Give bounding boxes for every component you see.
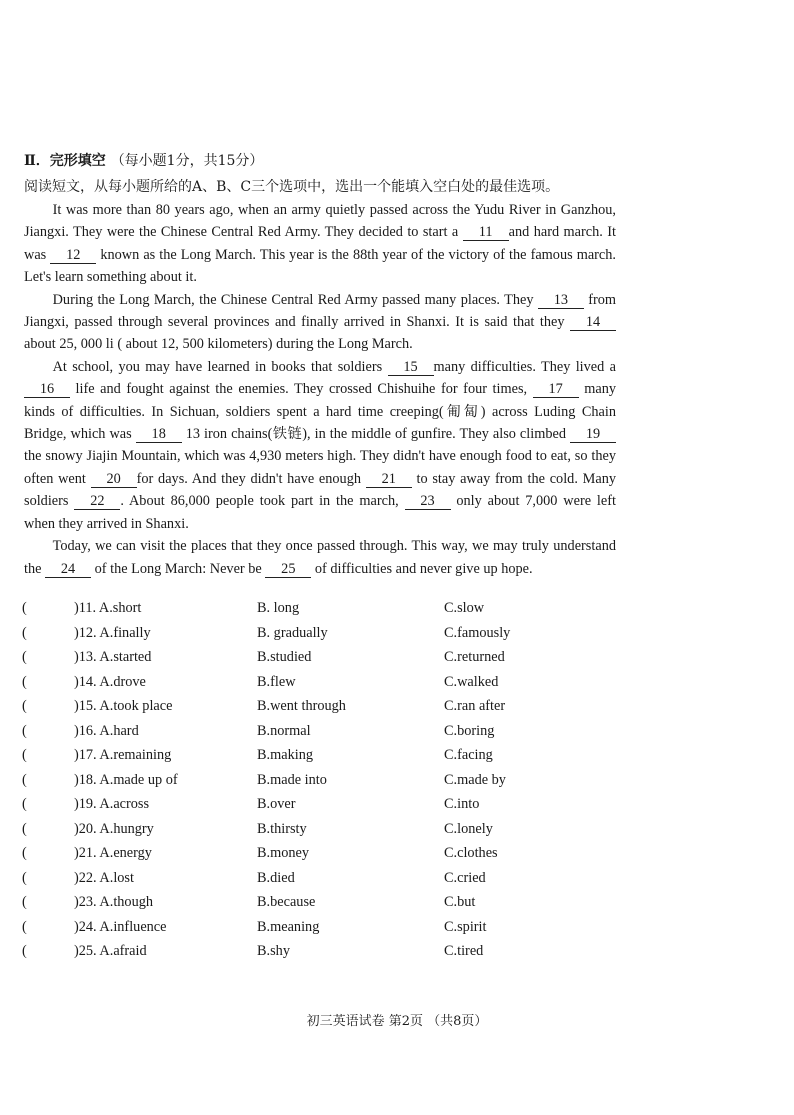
passage-text: At school, you may have learned in books that soldiers: [52, 358, 388, 375]
cloze-passage: [24, 199, 616, 580]
question-row: [22, 845, 622, 870]
blank-18: 18: [136, 426, 182, 443]
blank-21: 21: [366, 471, 412, 488]
passage-text: of the Long March: Never be: [91, 560, 266, 577]
blank-11: 11: [463, 224, 509, 241]
option-b: B.studied: [257, 649, 312, 665]
blank-16: 16: [24, 381, 70, 398]
option-a: )20. A.hungry: [74, 820, 154, 837]
passage-text: to stay away from the cold. Many soldiers: [24, 470, 616, 510]
blank-15: 15: [388, 359, 434, 376]
question-row: [22, 674, 622, 699]
option-a: )18. A.made up of: [74, 771, 178, 788]
option-b: B.made into: [257, 771, 327, 788]
option-a: )13. A.started: [74, 649, 152, 665]
blank-12: 12: [50, 247, 96, 264]
option-a: )11. A.short: [74, 600, 142, 616]
option-a: )15. A.took place: [74, 698, 173, 714]
option-a: )17. A.remaining: [74, 747, 172, 763]
option-b: B. long: [257, 600, 300, 616]
option-c: C.lonely: [444, 820, 493, 837]
answer-bracket[interactable]: (: [22, 698, 27, 714]
option-a: )14. A.drove: [74, 673, 146, 690]
option-b: B.thirsty: [257, 820, 307, 837]
answer-bracket[interactable]: (: [22, 869, 27, 886]
option-a: )19. A.across: [74, 796, 150, 812]
section-score-note: （每小题1分，共15分）: [110, 153, 264, 169]
option-a: )21. A.energy: [74, 845, 152, 861]
question-row: [22, 796, 622, 821]
passage-text: only about 7,000 were left when they arrived in Shanxi.: [24, 493, 616, 532]
option-a: )25. A.afraid: [74, 943, 147, 959]
question-row: [22, 870, 622, 895]
paragraph-1: [24, 199, 616, 289]
passage-text: from Jiangxi, passed through several provinces and finally arrived in Shanxi. It is said that they: [24, 291, 616, 331]
option-b: B.died: [257, 869, 295, 886]
passage-text: and hard march. It was: [24, 224, 616, 263]
section-title: [24, 150, 263, 170]
answer-bracket[interactable]: (: [22, 894, 27, 910]
answer-bracket[interactable]: (: [22, 796, 27, 812]
answer-options: [22, 600, 622, 968]
option-b: B.shy: [257, 943, 290, 959]
option-c: C.facing: [444, 747, 493, 763]
question-row: [22, 772, 622, 797]
option-b: B.money: [257, 845, 310, 861]
option-c: C.spirit: [444, 918, 487, 935]
blank-14: 14: [570, 314, 616, 331]
question-row: [22, 919, 622, 944]
option-c: C.famously: [444, 624, 511, 641]
blank-23: 23: [405, 493, 451, 510]
passage-text: 13 iron chains(铁链), in the middle of gunfire. They also climbed: [181, 426, 570, 443]
blank-24: 24: [45, 561, 91, 578]
answer-bracket[interactable]: (: [22, 845, 27, 861]
passage-text: Today, we can visit the places that they once passed through. This way, we may truly understand the: [24, 538, 616, 577]
passage-text: for days. And they didn't have enough: [136, 470, 366, 487]
passage-text: known as the Long March. This year is the 88th year of the victory of the famous march. Let's learn something about it.: [24, 246, 617, 286]
answer-bracket[interactable]: (: [22, 747, 27, 763]
option-c: C.cried: [444, 869, 486, 886]
blank-17: 17: [533, 381, 579, 398]
passage-text: the snowy Jiajin Mountain, which was 4,930 meters high. They didn't have enough food to eat, so they often went: [24, 448, 616, 487]
option-b: B.went through: [257, 698, 346, 714]
section-instruction: 阅读短文，从每小题所给的A、B、C三个选项中，选出一个能填入空白处的最佳选项。: [24, 179, 560, 195]
question-row: [22, 723, 622, 748]
question-row: [22, 894, 622, 919]
option-b: B. gradually: [257, 624, 328, 641]
blank-19: 19: [570, 426, 616, 443]
option-c: C.tired: [444, 943, 484, 959]
blank-25: 25: [265, 561, 311, 578]
section-heading: Ⅱ．完形填空: [24, 153, 106, 169]
question-row: [22, 600, 622, 625]
answer-bracket[interactable]: (: [22, 600, 27, 616]
passage-text: many kinds of difficulties. In Sichuan, soldiers spent a hard time creeping(匍匐) across Luding Chain Bridge, which was: [24, 381, 616, 443]
option-c: C.walked: [444, 673, 499, 690]
question-row: [22, 649, 622, 674]
answer-bracket[interactable]: (: [22, 624, 27, 641]
option-c: C.boring: [444, 722, 495, 739]
question-row: [22, 821, 622, 846]
passage-text: many difficulties. They lived a: [433, 358, 616, 375]
option-a: )16. A.hard: [74, 722, 139, 739]
answer-bracket[interactable]: (: [22, 673, 27, 690]
option-b: B.flew: [257, 673, 296, 690]
passage-text: about 25, 000 li ( about 12, 500 kilometers) during the Long March.: [24, 336, 413, 353]
option-b: B.making: [257, 747, 313, 763]
answer-bracket[interactable]: (: [22, 649, 27, 665]
question-row: [22, 698, 622, 723]
answer-bracket[interactable]: (: [22, 918, 27, 935]
option-b: B.over: [257, 796, 296, 812]
option-c: C.ran after: [444, 698, 506, 714]
blank-22: 22: [74, 493, 120, 510]
blank-13: 13: [538, 292, 584, 309]
option-c: C.returned: [444, 649, 505, 665]
passage-text: It was more than 80 years ago, when an army quietly passed across the Yudu River in Ganzhou, Jiangxi. They were the Chinese Central Red Army. They decided to start a: [24, 202, 616, 241]
option-a: )12. A.finally: [74, 624, 151, 641]
option-a: )22. A.lost: [74, 869, 134, 886]
question-row: [22, 943, 622, 968]
paragraph-2: [24, 289, 616, 356]
option-a: )23. A.though: [74, 894, 154, 910]
option-b: B.normal: [257, 722, 311, 739]
option-c: C.clothes: [444, 845, 498, 861]
option-b: B.meaning: [257, 918, 320, 935]
blank-20: 20: [91, 471, 137, 488]
option-c: C.made by: [444, 771, 506, 788]
option-c: C.but: [444, 894, 476, 910]
page-footer: 初三英语试卷 第2页 （共8页）: [306, 1014, 488, 1029]
option-c: C.into: [444, 796, 480, 812]
answer-bracket[interactable]: (: [22, 820, 27, 837]
paragraph-3: [24, 356, 616, 535]
paragraph-4: [24, 535, 616, 580]
answer-bracket[interactable]: (: [22, 943, 27, 959]
option-a: )24. A.influence: [74, 918, 167, 935]
passage-text: life and fought against the enemies. They crossed Chishuihe for four times,: [70, 381, 533, 398]
question-row: [22, 625, 622, 650]
passage-text: of difficulties and never give up hope.: [311, 560, 533, 577]
passage-text: . About 86,000 people took part in the march,: [120, 493, 405, 510]
question-row: [22, 747, 622, 772]
answer-bracket[interactable]: (: [22, 722, 27, 739]
option-c: C.slow: [444, 600, 485, 616]
option-b: B.because: [257, 894, 316, 910]
answer-bracket[interactable]: (: [22, 771, 27, 788]
passage-text: During the Long March, the Chinese Central Red Army passed many places. They: [52, 291, 538, 308]
